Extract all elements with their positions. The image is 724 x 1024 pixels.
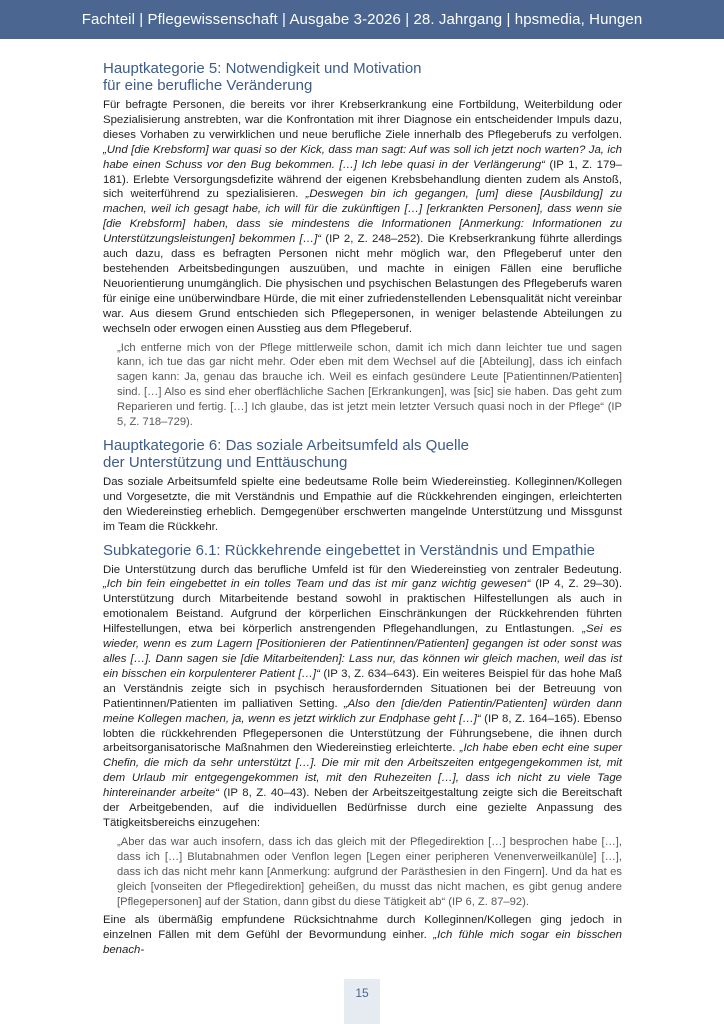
inline-quote: „Und [die Krebsform] war quasi so der Kick, dass man sagt: Auf was soll ich jetzt noch warten? Ja, ich habe einen Schuss vor den Bug bekommen. […] Ich lebe quasi in der Verlängerung“ <box>103 143 622 171</box>
page-number: 15 <box>344 979 380 1024</box>
heading-subkategorie-6-1: Subkategorie 6.1: Rückkehrende eingebettet in Verständnis und Empathie <box>103 541 595 559</box>
paragraph-sk61-continued: Eine als übermäßig empfundene Rücksichtnahme durch Kolleginnen/Kollegen ging jedoch in einzelnen Fällen mit dem Gefühl der Bevormundung einher. „Ich fühle mich sogar ein bisschen benach- <box>103 914 622 957</box>
inline-quote: „Ich bin fein eingebettet in ein tolles Team und das ist mir ganz wichtig gewesen“ <box>103 578 531 591</box>
heading-hauptkategorie-5 <box>103 60 622 94</box>
inline-quote: „Ich habe eben echt eine super Chefin, die mich da sehr unterstützt […]. Die mir mit den Arbeitszeiten entgegengekommen ist, mit dem Urlaub mir entgegengekommen ist, mit den Ruhezeiten […], dass ich nicht zu viele Tage hintereinander arbeite“ <box>103 742 622 800</box>
running-header: Fachteil | Pflegewissenschaft | Ausgabe 3-2026 | 28. Jahrgang | hpsmedia, Hungen <box>0 0 724 39</box>
heading-line-2: für eine berufliche Veränderung <box>103 77 313 94</box>
inline-quote: „Sei es wieder, wenn es zum Lagern [Positionieren der Patientinnen/Patienten] gegangen ist oder sonst was alles […]. Dann sagen sie [die Mitarbeitenden]: Lass nur, das können wir gleich machen, weil das ist ein bisschen ein korpulenterer Patient […]“ <box>103 623 623 680</box>
paragraph-sk61: Die Unterstützung durch das berufliche Umfeld ist für den Wiedereinstieg von zentraler Bedeutung. „Ich bin fein eingebettet in ein tolles Team und das ist mir ganz wichtig gewesen“ (IP 4, Z. 29–30). Unterstützung durch Mitarbeitende bestand sowohl in praktischen Hilfestellungen als auch in emotionalem Beistand. Aufgrund der körperlichen Einschränkungen der Rückkehrenden führten Hilfestellungen, etwa bei körperlich anstrengenden Pflegehandlungen, zu Entlastungen. „Sei es wieder, wenn es zum Lagern [Positionieren der Patientinnen/Patienten] gegangen ist oder sonst was alles […]. Dann sagen sie [die Mitarbeitenden]: Lass nur, das können wir gleich machen, weil das ist ein bisschen ein korpulenterer Patient […]“ (IP 3, Z. 634–643). Ein weiteres Beispiel für das hohe Maß an Verständnis zeigte sich in psychisch herausfordernden Situationen bei der Betreuung von Patientinnen/Patienten im palliativen Setting. „Also den [die/den Patientin/Patienten] würden dann meine Kollegen machen, ja, wenn es jetzt wirklich zur Endphase geht […]“ (IP 8, Z. 164–165). Ebenso lobten die rückkehrenden Pflegepersonen die Unterstützung der Führungsebene, die ihnen durch arbeitsorganisatorische Maßnahmen den Wiedereinstieg erleichterte. „Ich habe eben echt eine super Chefin, die mich da sehr unterstützt […]. Die mir mit den Arbeitszeiten entgegengekommen ist, mit dem Urlaub mir entgegengekommen ist, mit den Ruhezeiten […], dass ich nicht zu viele Tage hintereinander arbeite“ (IP 8, Z. 40–43). Neben der Arbeitszeitgestaltung zeigte sich die Bereitschaft der Arbeitgebenden, auf die individuellen Bedürfnisse durch eine gezielte Anpassung des Tätigkeitsbereichs einzugehen: <box>103 563 623 829</box>
heading-line-1: Hauptkategorie 6: Das soziale Arbeitsumfeld als Quelle <box>103 436 470 454</box>
heading-line-1: Hauptkategorie 5: Notwendigkeit und Motivation <box>103 60 422 77</box>
article-body <box>103 60 622 958</box>
inline-quote: „Also den [die/den Patientin/Patienten] würden dann meine Kollegen machen, ja, wenn es jetzt wirklich zur Endphase geht […]“ <box>103 697 622 725</box>
heading-hauptkategorie-6 <box>103 437 622 471</box>
inline-quote: „Deswegen bin ich gegangen, [um] diese [Ausbildung] zu machen, weil ich gesagt habe, ich will für die zukünftigen […] [erkrankten Personen], dass wenn sie [die Krebsform] haben, dass sie mindestens die Informationen [Anmerkung: Informationen zu Unterstützungsleistungen] bekommen […]“ <box>103 188 622 246</box>
block-quote-sk61: „Aber das war auch insofern, dass ich das gleich mit der Pflegedirektion […] besprochen habe […], dass ich […] Blutabnahmen oder Venflon legen [Legen einer peripheren Venenverweilkanüle] […], dass ich das nicht mehr kann [Anmerkung: aufgrund der Parästhesien in den Fingern]. Und da hat es gleich [vonseiten der Pflegedirektion] geheißen, du musst das nicht machen, es gibt genug andere [Pflegepersonen] auf der Station, dann gibst du diese Tätigkeit ab“ (IP 6, Z. 87–92). <box>117 835 622 908</box>
paragraph-hk6: Das soziale Arbeitsumfeld spielte eine bedeutsame Rolle beim Wiedereinstieg. Kolleginnen/Kollegen und Vorgesetzte, die mit Verständnis und Empathie auf die Rückkehrenden eingingen, erleichterten den Wiedereinstieg erheblich. Demgegenüber erschwerten mangelnde Unterstützung und Missgunst im Team die Rückkehr. <box>103 475 622 533</box>
heading-line-2: der Unterstützung und Enttäuschung <box>103 453 348 471</box>
paragraph-hk5: Für befragte Personen, die bereits vor ihrer Krebserkrankung eine Fortbildung, Weiterbildung oder Spezialisierung anstrebten, war die Konfrontation mit ihrer Diagnose ein entscheidender Impuls dazu, dieses Vorhaben zu verwirklichen und neue berufliche Ziele innerhalb des Pflegeberufs zu verfolgen. „Und [die Krebsform] war quasi so der Kick, dass man sagt: Auf was soll ich jetzt noch warten? Ja, ich habe einen Schuss vor den Bug bekommen. […] Ich lebe quasi in der Verlängerung“ (IP 1, Z. 179–181). Erlebte Versorgungsdefizite während der eigenen Krebsbehandlung dienten zudem als Anstoß, sich weiterführend zu spezialisieren. „Deswegen bin ich gegangen, [um] diese [Ausbildung] zu machen, weil ich gesagt habe, ich will für die zukünftigen […] [erkrankten Personen], dass wenn sie [die Krebsform] haben, dass sie mindestens die Informationen [Anmerkung: Informationen zu Unterstützungsleistungen] bekommen […]“ (IP 2, Z. 248–252). Die Krebserkrankung führte allerdings auch dazu, dass es befragten Personen nicht mehr möglich war, den Pflegeberuf unter den bestehenden Arbeitsbedingungen auszuüben, und machte in einigen Fällen eine berufliche Neuorientierung unumgänglich. Die physischen und psychischen Belastungen des Pflegeberufs waren für einige eine unüberwindbare Hürde, die mit einer zufriedenstellenden Lebensqualität nicht vereinbar war. Aus diesem Grund entschieden sich Pflegepersonen, in weniger belastende Abteilungen zu wechseln oder erwogen einen Ausstieg aus dem Pflegeberuf. <box>103 99 622 335</box>
block-quote-hk5: „Ich entferne mich von der Pflege mittlerweile schon, damit ich mich dann leichter tue und sagen kann, ich tue das gar nicht mehr. Oder eben mit dem Wechsel auf die [Abteilung], dass ich einfach sagen kann: Ja, genau das brauche ich. Weil es einfach gesündere Leute [Patientinnen/Patienten] sind. […] Also es sind eher oberflächliche Sachen [Erkrankungen], was [sic] sie haben. Das geht zum Reparieren und fertig. […] Ich glaube, das ist jetzt mein letzter Versuch quasi noch in der Pflege“ (IP 5, Z. 718–729). <box>117 341 622 429</box>
inline-quote: „Ich fühle mich sogar ein bisschen benach- <box>103 929 622 957</box>
